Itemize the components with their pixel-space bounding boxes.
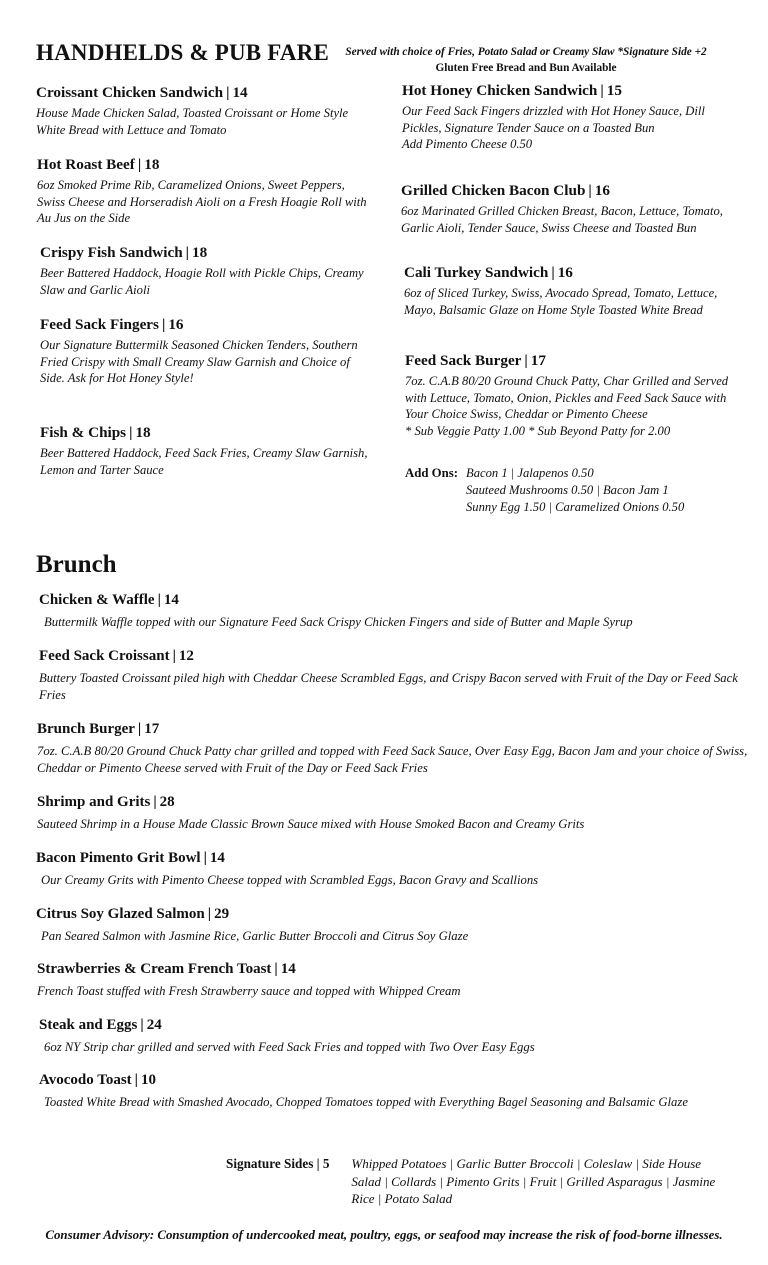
item-price: 16 (557, 264, 573, 281)
menu-item-crispy-fish-sandwich (40, 242, 370, 298)
item-name-row (37, 959, 748, 980)
item-title: Crispy Fish Sandwich (40, 244, 183, 261)
gluten-free-note: Gluten Free Bread and Bun Available (435, 62, 617, 74)
add-ons-line: Bacon 1 | Jalapenos 0.50 (466, 466, 594, 480)
item-price: 10 (140, 1072, 156, 1088)
item-description: Sauteed Shrimp in a House Made Classic Brown Sauce mixed with House Smoked Bacon and Creamy Grits (37, 816, 585, 831)
menu-item-feed-sack-fingers (40, 314, 370, 387)
item-title: Citrus Soy Glazed Salmon (36, 905, 205, 922)
item-title: Steak and Eggs (39, 1016, 138, 1033)
item-name-row (40, 422, 370, 443)
item-name-row (37, 719, 748, 740)
menu-item-citrus-soy-glazed-salmon (36, 904, 748, 946)
signature-sides-list: Whipped Potatoes | Garlic Butter Broccoli | Coleslaw | Side House Salad | Collards | Pimento Grits | Fruit | Grilled Asparagus | Jasmine Rice | Potato Salad (351, 1156, 716, 1206)
item-title: Avocodo Toast (39, 1072, 132, 1088)
menu-item-steak-and-eggs (36, 1015, 748, 1057)
item-separator: | (153, 793, 157, 810)
brunch-section-title: Brunch (36, 551, 117, 578)
item-price: 16 (168, 316, 184, 333)
add-ons-label: Add Ons: (405, 466, 458, 480)
menu-item-bacon-pimento-grit-bowl (36, 848, 748, 890)
item-name-row (40, 314, 370, 335)
menu-item-cali-turkey-sandwich (404, 262, 734, 318)
item-price: 29 (214, 905, 230, 922)
menu-item-hot-roast-beef (37, 154, 367, 227)
item-title: Brunch Burger (37, 720, 135, 737)
served-with-note (312, 44, 740, 76)
menu-item-chicken-and-waffle (36, 590, 748, 632)
item-separator: | (161, 316, 166, 333)
brunch-section (36, 550, 748, 1112)
item-separator: | (129, 424, 133, 441)
item-separator: | (524, 352, 528, 369)
item-title: Grilled Chicken Bacon Club (401, 182, 586, 199)
item-name-row (39, 1070, 748, 1091)
item-price: 12 (178, 647, 194, 664)
item-separator: | (157, 592, 161, 608)
item-name-row (36, 848, 748, 869)
menu-item-croissant-chicken-sandwich (36, 82, 366, 138)
item-description: Pan Seared Salmon with Jasmine Rice, Garlic Butter Broccoli and Citrus Soy Glaze (41, 928, 469, 943)
menu-item-hot-honey-chicken-sandwich (402, 80, 732, 153)
item-description: Toasted White Bread with Smashed Avocado, Chopped Tomatoes topped with Everything Bagel Seasoning and Balsamic Glaze (44, 1095, 688, 1109)
item-title: Shrimp and Grits (37, 793, 151, 810)
item-title: Fish & Chips (40, 424, 127, 441)
item-title: Hot Honey Chicken Sandwich (402, 82, 598, 99)
item-name-row (402, 80, 732, 101)
add-ons-line: Sauteed Mushrooms 0.50 | Bacon Jam 1 (466, 483, 669, 497)
item-name-row (404, 262, 734, 283)
add-ons-line: Sunny Egg 1.50 | Caramelized Onions 0.50 (466, 500, 685, 514)
item-price: 14 (232, 84, 248, 101)
item-price: 14 (280, 961, 296, 977)
item-description: 6oz NY Strip char grilled and served with Feed Sack Fries and topped with Two Over Easy Eggs (44, 1039, 535, 1054)
item-description: Buttery Toasted Croissant piled high with Cheddar Cheese Scrambled Eggs, and Crispy Bacon served with Fruit of the Day or Feed Sack Fries (39, 670, 738, 702)
menu-item-strawberries-cream-french-toast (36, 959, 748, 1001)
item-name-row (40, 242, 370, 263)
item-name-row (37, 792, 748, 813)
item-name-row (39, 590, 748, 611)
item-description: Beer Battered Haddock, Hoagie Roll with Pickle Chips, Creamy Slaw and Garlic Aioli (40, 266, 364, 297)
signature-sides-label: Signature Sides | 5 (226, 1156, 330, 1171)
item-name-row (36, 904, 748, 925)
menu-item-grilled-chicken-bacon-club (401, 180, 731, 236)
item-title: Bacon Pimento Grit Bowl (36, 850, 201, 866)
item-description: Our Creamy Grits with Pimento Cheese topped with Scrambled Eggs, Bacon Gravy and Scallions (41, 873, 539, 887)
served-note-line-1: Served with choice of Fries, Potato Salad or Creamy Slaw *Signature Side +2 (345, 46, 707, 58)
item-price: 15 (606, 82, 622, 99)
item-title: Strawberries & Cream French Toast (37, 961, 272, 977)
item-description: 6oz Smoked Prime Rib, Caramelized Onions, Sweet Peppers, Swiss Cheese and Horseradish Aioli on a Fresh Hoagie Roll with Au Jus on the Side (37, 178, 367, 226)
item-price: 18 (135, 424, 151, 441)
item-description: Beer Battered Haddock, Feed Sack Fries, Creamy Slaw Garnish, Lemon and Tarter Sauce (40, 446, 368, 477)
item-price: 16 (594, 182, 610, 199)
item-title: Feed Sack Fingers (40, 316, 159, 333)
consumer-advisory: Consumer Advisory: Consumption of undercooked meat, poultry, eggs, or seafood may increase the risk of food-borne illnesses. (45, 1228, 723, 1242)
handhelds-section-title: HANDHELDS & PUB FARE (36, 40, 330, 65)
item-price: 17 (530, 352, 546, 369)
item-name-row (37, 154, 367, 175)
item-price: 14 (209, 850, 225, 866)
item-description: House Made Chicken Salad, Toasted Croissant or Home Style White Bread with Lettuce and Tomato (36, 106, 349, 137)
item-separator: | (140, 1016, 144, 1033)
item-title: Feed Sack Burger (405, 352, 522, 369)
item-name-row (401, 180, 731, 201)
item-title: Hot Roast Beef (37, 156, 135, 173)
item-separator: | (137, 720, 142, 737)
item-separator: | (274, 961, 278, 977)
item-description: 6oz of Sliced Turkey, Swiss, Avocado Spread, Tomato, Lettuce, Mayo, Balsamic Glaze on Home Style Toasted White Bread (404, 286, 718, 317)
item-name-row (405, 350, 743, 371)
item-separator: | (185, 244, 189, 261)
menu-item-shrimp-and-grits (36, 792, 748, 834)
signature-sides-block (226, 1155, 742, 1208)
item-price: 14 (163, 592, 179, 608)
item-description: Our Signature Buttermilk Seasoned Chicken Tenders, Southern Fried Crispy with Small Creamy Slaw Garnish and Choice of Side. Ask for Hot Honey Style! (40, 338, 358, 386)
item-name-row (36, 82, 366, 103)
item-description: 7oz. C.A.B 80/20 Ground Chuck Patty char grilled and topped with Feed Sack Sauce, Over Easy Egg, Bacon Jam and your choice of Swiss, Cheddar or Pimento Cheese served with Fruit of the Day or Feed Sack Fries (37, 743, 748, 775)
item-price: 24 (146, 1016, 162, 1033)
item-separator: | (137, 156, 142, 173)
item-title: Croissant Chicken Sandwich (36, 84, 224, 101)
item-description: French Toast stuffed with Fresh Strawberry sauce and topped with Whipped Cream (37, 984, 461, 998)
item-separator: | (551, 264, 555, 281)
item-separator: | (600, 82, 604, 99)
item-separator: | (207, 905, 212, 922)
item-addon-note: Add Pimento Cheese 0.50 (402, 137, 533, 152)
item-title: Cali Turkey Sandwich (404, 264, 549, 281)
item-name-row (39, 1015, 748, 1036)
menu-item-avocodo-toast (36, 1070, 748, 1112)
menu-item-feed-sack-burger (405, 350, 743, 439)
menu-item-feed-sack-croissant (36, 646, 748, 705)
item-name-row (39, 646, 748, 667)
item-separator: | (134, 1072, 138, 1088)
add-ons-list (466, 465, 684, 516)
item-price: 17 (144, 720, 160, 737)
item-price: 18 (144, 156, 160, 173)
handhelds-header-row (0, 40, 768, 80)
item-title: Feed Sack Croissant (39, 647, 170, 664)
menu-item-fish-and-chips (40, 422, 370, 478)
item-separator: | (226, 84, 230, 101)
add-ons-block (405, 465, 745, 516)
menu-item-brunch-burger (36, 719, 748, 778)
item-title: Chicken & Waffle (39, 592, 155, 608)
item-description: 7oz. C.A.B 80/20 Ground Chuck Patty, Char Grilled and Served with Lettuce, Tomato, Onion, Pickles and Feed Sack Sauce with Your Choice Swiss, Cheddar or Pimento Cheese (405, 374, 729, 422)
item-separator: | (172, 647, 176, 664)
item-description: Our Feed Sack Fingers drizzled with Hot Honey Sauce, Dill Pickles, Signature Tender Sauce on a Toasted Bun (402, 104, 705, 135)
item-price: 18 (192, 244, 208, 261)
item-separator: | (588, 182, 592, 199)
item-description: Buttermilk Waffle topped with our Signature Feed Sack Crispy Chicken Fingers and side of Butter and Maple Syrup (44, 615, 633, 629)
item-price: 28 (159, 793, 175, 810)
item-substitution-note: * Sub Veggie Patty 1.00 * Sub Beyond Patty for 2.00 (405, 423, 671, 438)
item-separator: | (203, 850, 207, 866)
item-description: 6oz Marinated Grilled Chicken Breast, Bacon, Lettuce, Tomato, Garlic Aioli, Tender Sauce, Swiss Cheese and Toasted Bun (401, 204, 723, 235)
